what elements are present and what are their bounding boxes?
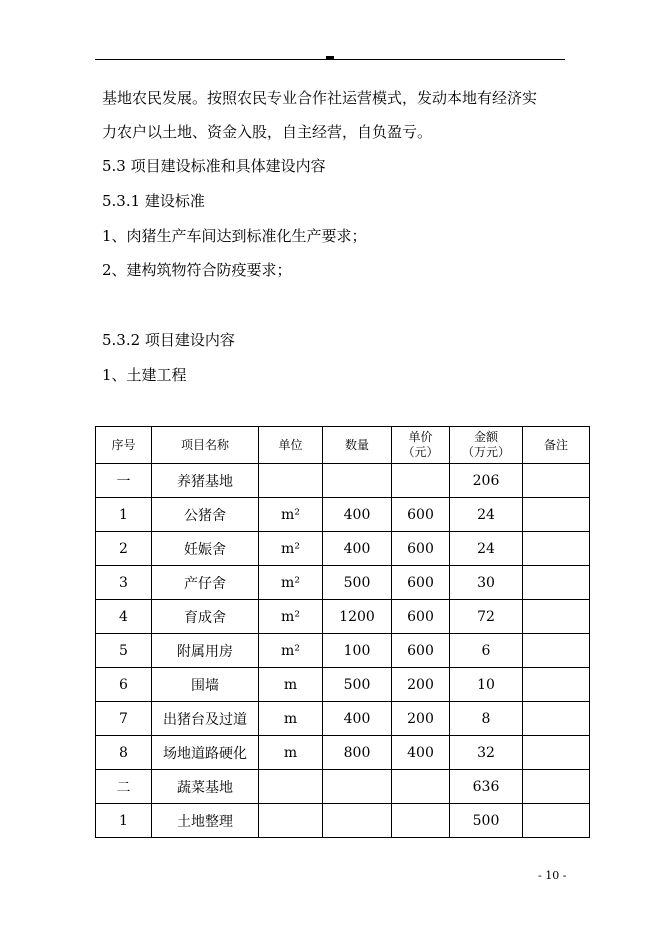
table-row	[96, 600, 590, 634]
table-cell: 8	[96, 736, 152, 770]
table-cell: 100	[323, 634, 392, 668]
table-cell: 产仔舍	[152, 566, 259, 600]
table-cell	[523, 736, 590, 770]
table-cell: 600	[392, 566, 450, 600]
table-row	[96, 736, 590, 770]
table-cell: 一	[96, 464, 152, 498]
table-row	[96, 702, 590, 736]
table-cell: 24	[450, 498, 523, 532]
list-item: 1、肉猪生产车间达到标准化生产要求；	[102, 227, 367, 245]
table-cell	[523, 532, 590, 566]
header-cell: 备注	[523, 427, 590, 464]
table-cell: 500	[323, 668, 392, 702]
table-cell	[523, 770, 590, 804]
cost-table	[95, 426, 590, 838]
table-cell: 围墙	[152, 668, 259, 702]
table-cell	[523, 702, 590, 736]
table-cell	[392, 464, 450, 498]
table-cell	[523, 634, 590, 668]
header-cell: 单价 （元）	[392, 427, 450, 464]
table-cell: 6	[450, 634, 523, 668]
table-cell: 400	[323, 702, 392, 736]
table-cell: 妊娠舍	[152, 532, 259, 566]
table-cell: 育成舍	[152, 600, 259, 634]
table-row	[96, 498, 590, 532]
table-cell: 1	[96, 804, 152, 838]
table-cell: 6	[96, 668, 152, 702]
table-cell: 8	[450, 702, 523, 736]
table-cell	[392, 770, 450, 804]
table-row	[96, 634, 590, 668]
page-number: - 10 -	[538, 869, 567, 882]
list-item: 2、建构筑物符合防疫要求；	[102, 261, 292, 279]
table-row	[96, 464, 590, 498]
list-item: 1、土建工程	[102, 366, 187, 384]
header-cell: 单位	[259, 427, 323, 464]
table-cell	[523, 668, 590, 702]
table-cell: 场地道路硬化	[152, 736, 259, 770]
table-cell: 600	[392, 498, 450, 532]
table-cell: 1200	[323, 600, 392, 634]
table-cell	[259, 464, 323, 498]
table-cell	[523, 804, 590, 838]
table-cell: 600	[392, 600, 450, 634]
subsection-heading: 5.3.1 建设标准	[102, 192, 205, 210]
table-cell	[259, 804, 323, 838]
table-cell	[259, 770, 323, 804]
table-cell: 出猪台及过道	[152, 702, 259, 736]
table-cell: 600	[392, 532, 450, 566]
table-cell	[523, 498, 590, 532]
header-cell: 数量	[323, 427, 392, 464]
table-cell: 二	[96, 770, 152, 804]
table-row	[96, 668, 590, 702]
table-cell	[323, 770, 392, 804]
table-cell: 2	[96, 532, 152, 566]
table-cell: 400	[323, 532, 392, 566]
table-row	[96, 532, 590, 566]
table-cell: 1	[96, 498, 152, 532]
table-cell: 500	[450, 804, 523, 838]
paragraph-line: 基地农民发展。按照农民专业合作社运营模式，发动本地有经济实	[102, 89, 538, 107]
table-cell: 土地整理	[152, 804, 259, 838]
table-cell: 400	[323, 498, 392, 532]
header-mark	[326, 56, 334, 59]
table-cell	[523, 600, 590, 634]
table-cell: 200	[392, 702, 450, 736]
table-cell: 5	[96, 634, 152, 668]
table-cell: 30	[450, 566, 523, 600]
table-cell: 养猪基地	[152, 464, 259, 498]
subsection-heading: 5.3.2 项目建设内容	[102, 331, 235, 349]
header-cell: 金额 （万元）	[450, 427, 523, 464]
header-cell: 序号	[96, 427, 152, 464]
table-cell: 72	[450, 600, 523, 634]
table-cell: m	[259, 702, 323, 736]
table-cell: 500	[323, 566, 392, 600]
table-cell: 200	[392, 668, 450, 702]
table-cell	[523, 566, 590, 600]
table-cell	[323, 804, 392, 838]
table-cell	[523, 464, 590, 498]
table-cell: m²	[259, 600, 323, 634]
table-cell: 7	[96, 702, 152, 736]
table-cell: 24	[450, 532, 523, 566]
table-cell: m²	[259, 566, 323, 600]
table-cell: 10	[450, 668, 523, 702]
table-cell: m	[259, 668, 323, 702]
table-row	[96, 804, 590, 838]
table-cell: m	[259, 736, 323, 770]
table-cell: 32	[450, 736, 523, 770]
table-cell: 400	[392, 736, 450, 770]
header-cell: 项目名称	[152, 427, 259, 464]
table-cell: 206	[450, 464, 523, 498]
section-heading: 5.3 项目建设标准和具体建设内容	[102, 157, 326, 175]
table-cell: 公猪舍	[152, 498, 259, 532]
table-cell: m²	[259, 634, 323, 668]
table-cell: 600	[392, 634, 450, 668]
table-cell: 4	[96, 600, 152, 634]
table-cell: 3	[96, 566, 152, 600]
table-cell: 蔬菜基地	[152, 770, 259, 804]
table-row	[96, 566, 590, 600]
table-cell	[392, 804, 450, 838]
table-cell	[323, 464, 392, 498]
table-row	[96, 770, 590, 804]
table-cell: m²	[259, 498, 323, 532]
table-cell: 636	[450, 770, 523, 804]
table-cell: m²	[259, 532, 323, 566]
paragraph-line: 力农户以土地、资金入股，自主经营，自负盈亏。	[102, 123, 433, 141]
table-header-row	[96, 427, 590, 464]
table-cell: 800	[323, 736, 392, 770]
table-cell: 附属用房	[152, 634, 259, 668]
header-rule	[95, 59, 565, 60]
